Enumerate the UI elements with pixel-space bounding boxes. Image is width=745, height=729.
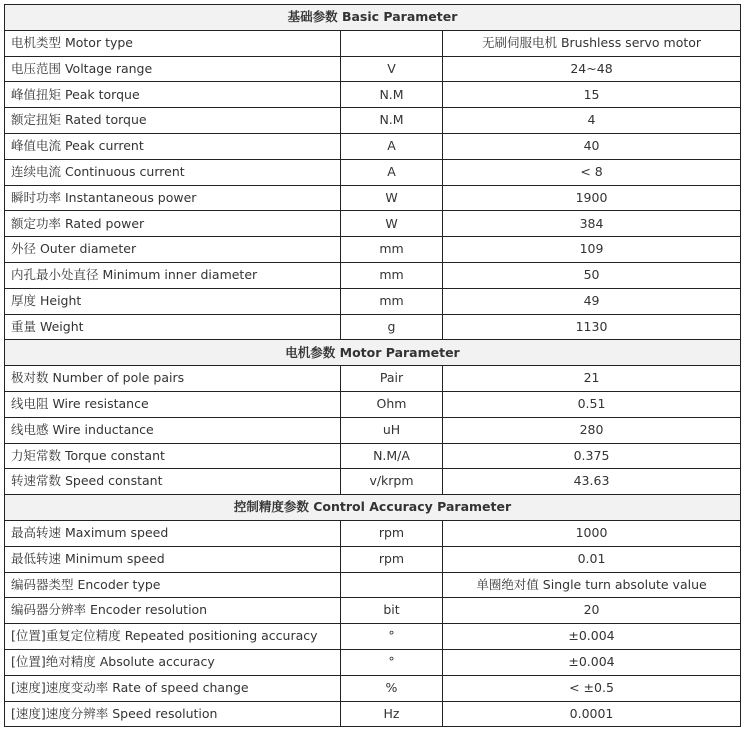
value-cell: 15 [443,82,741,108]
unit-cell: V [341,56,443,82]
parameter-name-cell: 线电阻 Wire resistance [5,391,341,417]
table-row [5,159,741,185]
value-cell: 21 [443,366,741,392]
unit-cell: Ohm [341,391,443,417]
table-row [5,701,741,727]
unit-cell: bit [341,598,443,624]
section-title: 控制精度参数 Control Accuracy Parameter [5,495,741,521]
spec-table [4,4,741,727]
table-row [5,417,741,443]
table-row [5,546,741,572]
table-row [5,133,741,159]
parameter-name-cell: 额定扭矩 Rated torque [5,108,341,134]
parameter-name-cell: 电压范围 Voltage range [5,56,341,82]
value-cell: 0.51 [443,391,741,417]
parameter-name-cell: 最高转速 Maximum speed [5,520,341,546]
table-row [5,288,741,314]
table-row [5,211,741,237]
value-cell: 0.01 [443,546,741,572]
value-cell: 109 [443,237,741,263]
table-row [5,469,741,495]
value-cell: 43.63 [443,469,741,495]
value-cell: 4 [443,108,741,134]
unit-cell: N.M [341,108,443,134]
value-cell: < ±0.5 [443,675,741,701]
parameter-name-cell: [速度]速度变动率 Rate of speed change [5,675,341,701]
table-row [5,237,741,263]
value-cell: 40 [443,133,741,159]
unit-cell: W [341,211,443,237]
parameter-name-cell: 连续电流 Continuous current [5,159,341,185]
parameter-name-cell: 厚度 Height [5,288,341,314]
table-row [5,366,741,392]
parameter-name-cell: 转速常数 Speed constant [5,469,341,495]
unit-cell: v/krpm [341,469,443,495]
parameter-name-cell: 峰值扭矩 Peak torque [5,82,341,108]
value-cell: 49 [443,288,741,314]
table-row [5,649,741,675]
table-row [5,30,741,56]
value-cell: 280 [443,417,741,443]
unit-cell: rpm [341,520,443,546]
table-row [5,624,741,650]
unit-cell: A [341,133,443,159]
parameter-name-cell: 外径 Outer diameter [5,237,341,263]
table-row [5,598,741,624]
value-cell: 24~48 [443,56,741,82]
unit-cell: rpm [341,546,443,572]
value-cell: 1900 [443,185,741,211]
table-row [5,520,741,546]
parameter-name-cell: 电机类型 Motor type [5,30,341,56]
spec-table-body [5,5,741,727]
value-cell: 1130 [443,314,741,340]
value-cell: 无刷伺服电机 Brushless servo motor [443,30,741,56]
table-row [5,262,741,288]
unit-cell: mm [341,237,443,263]
unit-cell [341,572,443,598]
unit-cell: % [341,675,443,701]
table-row [5,108,741,134]
unit-cell: A [341,159,443,185]
parameter-name-cell: 额定功率 Rated power [5,211,341,237]
value-cell: ±0.004 [443,624,741,650]
value-cell: 单圈绝对值 Single turn absolute value [443,572,741,598]
unit-cell: Pair [341,366,443,392]
unit-cell: N.M [341,82,443,108]
value-cell: 20 [443,598,741,624]
parameter-name-cell: 瞬时功率 Instantaneous power [5,185,341,211]
parameter-name-cell: 内孔最小处直径 Minimum inner diameter [5,262,341,288]
unit-cell: Hz [341,701,443,727]
unit-cell [341,30,443,56]
value-cell: ±0.004 [443,649,741,675]
value-cell: 384 [443,211,741,237]
value-cell: 0.375 [443,443,741,469]
parameter-name-cell: 线电感 Wire inductance [5,417,341,443]
table-row [5,675,741,701]
table-row [5,443,741,469]
value-cell: < 8 [443,159,741,185]
table-row [5,391,741,417]
table-row [5,82,741,108]
parameter-name-cell: 重量 Weight [5,314,341,340]
unit-cell: N.M/A [341,443,443,469]
unit-cell: g [341,314,443,340]
table-row [5,572,741,598]
value-cell: 50 [443,262,741,288]
section-header-row [5,340,741,366]
section-title: 电机参数 Motor Parameter [5,340,741,366]
parameter-name-cell: 最低转速 Minimum speed [5,546,341,572]
value-cell: 0.0001 [443,701,741,727]
parameter-name-cell: 编码器分辨率 Encoder resolution [5,598,341,624]
parameter-name-cell: [速度]速度分辨率 Speed resolution [5,701,341,727]
unit-cell: mm [341,288,443,314]
unit-cell: uH [341,417,443,443]
parameter-name-cell: 极对数 Number of pole pairs [5,366,341,392]
parameter-name-cell: [位置]重复定位精度 Repeated positioning accuracy [5,624,341,650]
section-header-row [5,5,741,31]
parameter-name-cell: [位置]绝对精度 Absolute accuracy [5,649,341,675]
parameter-name-cell: 编码器类型 Encoder type [5,572,341,598]
table-row [5,185,741,211]
table-row [5,56,741,82]
unit-cell: mm [341,262,443,288]
parameter-name-cell: 力矩常数 Torque constant [5,443,341,469]
parameter-name-cell: 峰值电流 Peak current [5,133,341,159]
unit-cell: W [341,185,443,211]
table-row [5,314,741,340]
unit-cell: ° [341,649,443,675]
section-title: 基础参数 Basic Parameter [5,5,741,31]
unit-cell: ° [341,624,443,650]
section-header-row [5,495,741,521]
value-cell: 1000 [443,520,741,546]
